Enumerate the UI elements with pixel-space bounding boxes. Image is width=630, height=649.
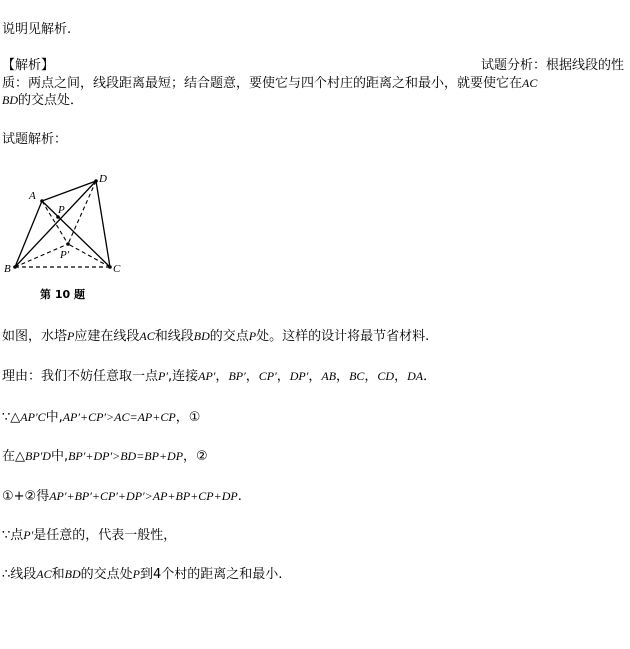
- separator: ，: [394, 369, 408, 384]
- math-segment: P′: [158, 369, 168, 383]
- separator: ，: [308, 369, 322, 384]
- text: 中,: [50, 449, 69, 464]
- segment-dc: [96, 181, 110, 267]
- text: 理由：我们不妨任意取一点: [2, 369, 159, 384]
- solution-title: 试题解析：: [2, 132, 68, 147]
- point-d: [94, 179, 98, 183]
- math-segment: AC: [522, 76, 538, 90]
- math-segment: AP′: [198, 369, 216, 383]
- text: ①+②得: [2, 489, 50, 504]
- text: 在△: [2, 449, 25, 464]
- separator: ，: [245, 369, 259, 384]
- label-c: C: [113, 263, 121, 275]
- math-segment: BC: [349, 369, 365, 383]
- figure-caption: 第 10 题: [40, 288, 85, 301]
- text: 的交点: [209, 329, 249, 344]
- analysis-text: 的交点处．: [18, 93, 84, 108]
- intro-text: 说明见解析.: [2, 22, 72, 37]
- label-b: B: [4, 263, 11, 275]
- analysis-tag: 【解析】: [2, 58, 55, 73]
- geometry-figure: [2, 166, 132, 306]
- text: ∵点: [2, 528, 24, 543]
- math-segment: BD: [64, 567, 81, 581]
- step-1: [2, 409, 200, 426]
- math-segment: P: [132, 567, 140, 581]
- separator: ，: [364, 369, 378, 384]
- reason-line: [2, 368, 436, 385]
- text: 和线段: [154, 329, 194, 344]
- text: 是任意的，代表一般性，: [33, 528, 177, 543]
- math-segment: AC: [36, 567, 52, 581]
- analysis-text: 质：两点之间，线段距离最短；结合题意，要使它与四个村庄的距离之和最小，就要使它在: [2, 76, 523, 91]
- text: 处。这样的设计将最节省材料.: [256, 329, 430, 344]
- text: 如图，水塔: [2, 329, 68, 344]
- point-b: [13, 265, 17, 269]
- math-segment: BP′+DP′>BD=BP+DP: [68, 449, 184, 463]
- step-3: [2, 488, 242, 505]
- text: 应建在线段: [74, 329, 140, 344]
- math-segment: P′: [23, 528, 34, 542]
- text: ，②: [183, 449, 208, 464]
- segment-ad: [42, 181, 96, 201]
- math-segment: CP′: [258, 369, 277, 383]
- diagonal-ac: [42, 201, 110, 267]
- analysis-line-2: [2, 75, 537, 92]
- step-5: [2, 566, 282, 583]
- math-segment: AP′+BP′+CP′+DP′>AP+BP+CP+DP: [49, 489, 238, 503]
- text: ,连接: [167, 369, 199, 384]
- separator: ．: [423, 369, 437, 384]
- math-segment: DA: [407, 369, 424, 383]
- text: ∵△: [2, 410, 21, 425]
- text: ，①: [175, 410, 201, 425]
- step-2: [2, 448, 208, 465]
- math-segment: AP′+CP′>AC=AP+CP: [62, 410, 176, 424]
- math-segment: P: [67, 329, 75, 343]
- label-d: D: [99, 173, 107, 185]
- text: 和: [51, 567, 65, 582]
- quadrilateral-diagram: [2, 166, 132, 306]
- label-a: A: [29, 190, 36, 202]
- point-c: [108, 265, 112, 269]
- text: .: [237, 489, 242, 504]
- math-segment: BP′D: [25, 449, 51, 463]
- point-a: [40, 199, 44, 203]
- math-segment: AP′C: [20, 410, 46, 424]
- text: ∴线段: [2, 567, 37, 582]
- label-p: P: [58, 204, 65, 216]
- paragraph-1: [2, 328, 429, 345]
- math-segment: BD: [2, 93, 18, 107]
- separator: ，: [336, 369, 350, 384]
- math-segment: BP′: [228, 369, 246, 383]
- separator: ，: [276, 369, 290, 384]
- diagonal-bd: [15, 181, 96, 267]
- math-segment: AB: [321, 369, 337, 383]
- separator: ，: [215, 369, 229, 384]
- label-p-prime: P′: [60, 249, 70, 261]
- text: 的交点处: [80, 567, 133, 582]
- text: 中,: [45, 410, 63, 425]
- math-segment: AC: [139, 329, 155, 343]
- math-segment: P: [248, 329, 257, 343]
- text: 到4个村的距离之和最小.: [140, 567, 283, 582]
- math-segment: DP′: [289, 369, 309, 383]
- math-segment: CD: [377, 369, 395, 383]
- math-segment: BD: [193, 329, 210, 343]
- point-p-prime: [66, 242, 70, 246]
- analysis-right-text: 试题分析：根据线段的性: [480, 58, 624, 73]
- analysis-line-3: [2, 92, 83, 109]
- step-4: [2, 527, 176, 544]
